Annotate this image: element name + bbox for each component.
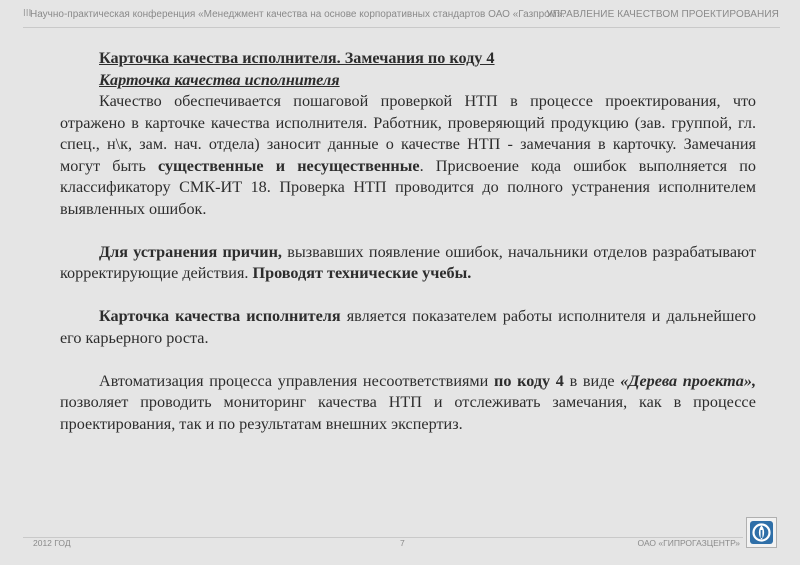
header-divider bbox=[23, 27, 780, 28]
header-roman-numeral: III bbox=[23, 8, 32, 19]
paragraph-emphasis: Проводят технические учебы. bbox=[252, 264, 472, 282]
paragraph-text: Качество обеспечивается пошаговой проверкой НТП в процессе проектирования, что отражено в карточке качества исполнителя. Работник, проверяющий продукцию (зав. группой, гл. спец., н\к, зам. нач. отдела) заносит данные о качестве НТП - замечания в карточку. Замечания могут быть bbox=[60, 92, 756, 175]
conference-title: Научно-практическая конференция «Менеджмент качества на основе корпоративных стандартов ОАО «Газпром». bbox=[30, 9, 565, 20]
paragraph-text: . Присвоение кода ошибок выполняется по классификатору СМК-ИТ 18. Проверка НТП проводится до полного устранения исполнителем выявленных ошибок. bbox=[60, 156, 757, 218]
footer-organization: ОАО «ГИПРОГАЗЦЕНТР» bbox=[637, 538, 740, 548]
paragraph-emphasis: по коду 4 bbox=[494, 371, 564, 390]
paragraph-text: вызвавших появление ошибок, начальники отделов разрабатывают корректирующие действия. bbox=[60, 242, 756, 282]
paragraph-text: Автоматизация процесса управления несоответствиями bbox=[99, 371, 495, 390]
paragraph-gap bbox=[60, 220, 756, 242]
section-title: УПРАВЛЕНИЕ КАЧЕСТВОМ ПРОЕКТИРОВАНИЯ bbox=[546, 9, 779, 20]
page-title: Карточка качества исполнителя. Замечания по коду 4 bbox=[99, 49, 495, 67]
page-subtitle: Карточка качества исполнителя bbox=[99, 70, 340, 89]
paragraph-career bbox=[60, 306, 756, 349]
paragraph-emphasis: «Дерева проекта», bbox=[620, 371, 756, 390]
paragraph-text: в виде bbox=[563, 371, 621, 390]
paragraph-emphasis: Карточка качества исполнителя bbox=[99, 307, 341, 325]
paragraph-emphasis: существенные и несущественные bbox=[157, 156, 420, 175]
gazprom-logo-icon bbox=[746, 517, 777, 548]
paragraph-quality-check bbox=[60, 91, 756, 220]
paragraph-text: позволяет проводить мониторинг качества НТП и отслеживать замечания, как в процессе проектирования, так и по результатам внешних экспертиз. bbox=[60, 393, 756, 433]
paragraph-automation bbox=[60, 371, 756, 436]
footer-year: 2012 ГОД bbox=[33, 538, 71, 548]
paragraph-corrective-actions bbox=[60, 242, 756, 285]
paragraph-gap bbox=[60, 349, 756, 371]
paragraph-emphasis: Для устранения причин, bbox=[99, 242, 282, 261]
slide-content bbox=[60, 48, 756, 435]
slide-header bbox=[0, 0, 800, 28]
paragraph-gap bbox=[60, 285, 756, 307]
footer-divider bbox=[23, 537, 743, 538]
paragraph-text: является показателем работы исполнителя и дальнейшего его карьерного роста. bbox=[60, 307, 756, 347]
page-number: 7 bbox=[400, 538, 405, 548]
